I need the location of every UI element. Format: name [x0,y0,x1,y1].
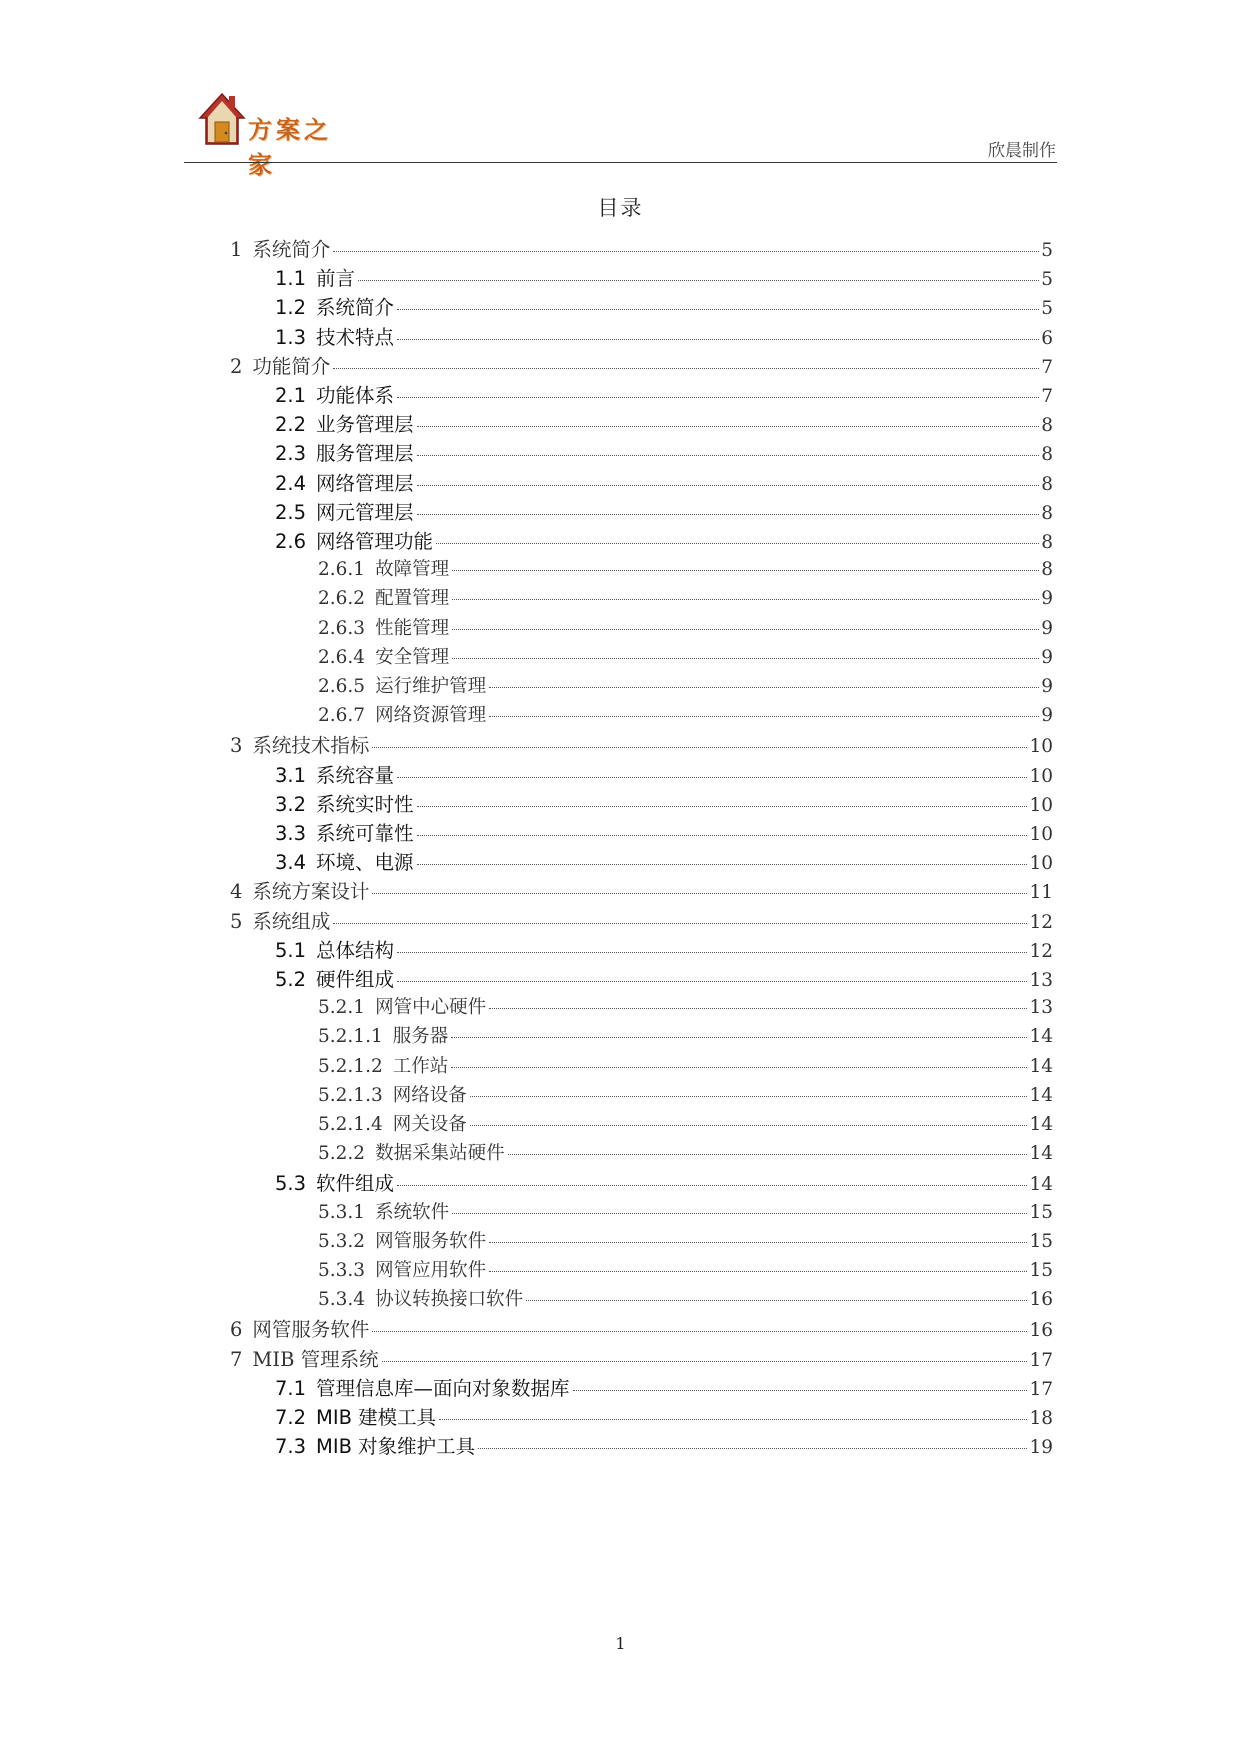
toc-leader-dots [470,1096,1028,1097]
toc-entry-label: 服务器 [392,1026,449,1048]
toc-entry-number: 1.3 [275,325,307,349]
toc-entry-label: 网管服务软件 [252,1318,370,1342]
toc-entry[interactable] [275,263,1053,293]
toc-entry[interactable] [275,818,1053,848]
toc-leader-dots [452,570,1039,571]
toc-entry[interactable] [275,964,1053,994]
toc-leader-dots [397,1185,1027,1186]
toc-entry-page: 15 [1029,1260,1053,1281]
toc-leader-dots [489,1008,1027,1009]
toc-entry[interactable] [318,993,1053,1023]
toc-entry-number: 6 [230,1318,243,1342]
toc-entry-page: 19 [1029,1437,1053,1459]
toc-entry[interactable] [318,1285,1053,1315]
toc-entry-page: 8 [1041,473,1053,495]
toc-entry-page: 14 [1029,1055,1053,1077]
toc-entry[interactable] [318,1256,1053,1286]
toc-entry-number: 5.2 [275,968,307,991]
toc-entry-number: 3.1 [275,763,307,787]
toc-entry-label: 管理信息库—面向对象数据库 [316,1376,570,1400]
toc-leader-dots [382,1361,1028,1362]
toc-entry[interactable] [275,380,1053,410]
toc-entry-page: 9 [1041,588,1053,610]
toc-entry[interactable] [275,468,1053,498]
toc-entry[interactable] [230,351,1053,381]
toc-leader-dots [397,952,1027,953]
toc-entry-label: 安全管理 [375,646,450,668]
toc-entry-label: 数据采集站硬件 [375,1143,505,1165]
header-author: 欣晨制作 [988,141,1056,161]
toc-entry-page: 5 [1041,240,1053,261]
toc-entry-number: 2.1 [275,384,307,407]
toc-leader-dots [397,397,1039,398]
toc-entry-page: 7 [1041,356,1053,378]
toc-entry[interactable] [275,497,1053,527]
toc-entry-label: 系统方案设计 [252,880,370,904]
toc-entry-label: 前言 [316,267,356,291]
toc-entry-page: 12 [1029,940,1053,962]
toc-entry[interactable] [230,1314,1053,1344]
toc-leader-dots [372,1331,1027,1332]
toc-entry-label: 网络设备 [392,1084,467,1106]
toc-entry-number: 2.6.5 [318,676,366,697]
toc-entry-page: 8 [1041,532,1053,553]
toc-entry-number: 2.6.7 [318,705,366,727]
toc-entry[interactable] [318,1139,1053,1169]
toc-entry-page: 14 [1029,1114,1053,1135]
toc-entry[interactable] [318,1227,1053,1257]
toc-leader-dots [470,1125,1028,1126]
toc-entry[interactable] [275,292,1053,322]
toc-leader-dots [333,251,1039,252]
toc-entry-label: 运行维护管理 [375,676,487,697]
toc-entry-label: 故障管理 [375,559,450,581]
toc-entry[interactable] [230,234,1053,264]
toc-leader-dots [439,1419,1027,1420]
toc-entry-page: 11 [1029,882,1053,904]
toc-entry-number: 3.3 [275,822,307,845]
toc-leader-dots [417,835,1028,836]
toc-entry[interactable] [275,760,1053,790]
toc-entry-page: 13 [1029,970,1053,991]
toc-entry-label: 网络管理层 [316,471,414,495]
toc-entry-page: 5 [1041,269,1053,291]
toc-entry-label: 系统软件 [375,1201,450,1223]
toc-entry-label: 网管服务软件 [375,1230,487,1252]
toc-entry-label: 系统组成 [252,909,331,933]
toc-entry-label: 网管应用软件 [375,1260,487,1281]
toc-entry-label: 系统容量 [316,763,395,787]
toc-entry-label: 功能简介 [252,354,331,378]
header-divider [184,162,1057,163]
toc-entry-number: 5.2.1 [318,997,366,1019]
toc-entry[interactable] [275,526,1053,556]
toc-leader-dots [451,1037,1027,1038]
toc-entry-number: 5.2.1.3 [318,1084,383,1106]
toc-entry-number: 3.4 [275,851,307,875]
toc-entry-number: 7.1 [275,1376,307,1400]
toc-entry[interactable] [318,555,1053,585]
toc-entry[interactable] [318,1110,1053,1140]
toc-entry-number: 5.1 [275,938,307,962]
toc-entry[interactable] [318,672,1053,702]
toc-entry-number: 5.2.2 [318,1143,366,1165]
toc-entry-number: 3.2 [275,792,307,816]
toc-entry[interactable] [275,789,1053,819]
toc-entry-number: 5.3.4 [318,1289,366,1311]
toc-leader-dots [417,485,1040,486]
toc-entry-number: 2.6.2 [318,588,366,610]
toc-entry[interactable] [230,876,1053,906]
toc-entry-label: 网关设备 [392,1114,467,1135]
toc-entry[interactable] [318,1052,1053,1082]
toc-leader-dots [489,687,1039,688]
toc-leader-dots [452,599,1039,600]
toc-entry-number: 7.3 [275,1435,307,1459]
toc-entry-number: 2.6.4 [318,646,366,668]
toc-entry-page: 13 [1029,997,1053,1019]
toc-leader-dots [489,716,1039,717]
toc-entry-label: 业务管理层 [316,413,414,437]
toc-leader-dots [333,368,1039,369]
toc-leader-dots [417,455,1040,456]
toc-leader-dots [417,864,1028,865]
toc-leader-dots [417,514,1040,515]
toc-entry-page: 7 [1041,386,1053,407]
toc-entry-page: 9 [1041,617,1053,639]
toc-entry-number: 2.6.1 [318,559,366,581]
toc-entry-number: 5 [230,909,243,933]
toc-entry[interactable] [275,409,1053,439]
toc-entry-label: 网络管理功能 [316,530,434,553]
toc-entry-number: 2.4 [275,471,307,495]
toc-entry-number: 1 [230,238,243,261]
toc-entry-number: 5.3.1 [318,1201,366,1223]
toc-entry-number: 7.2 [275,1406,307,1429]
toc-entry-page: 10 [1029,853,1053,875]
toc-entry-number: 2.6 [275,530,307,553]
toc-entry-label: 系统可靠性 [316,822,414,845]
toc-entry-number: 5.3.3 [318,1260,366,1281]
toc-entry-page: 8 [1041,559,1053,581]
toc-entry-number: 1.2 [275,296,307,320]
toc-entry-page: 10 [1029,736,1053,758]
toc-entry-label: 配置管理 [375,588,450,610]
toc-entry-label: 软件组成 [316,1172,395,1196]
toc-leader-dots [333,923,1027,924]
toc-entry-label: MIB 对象维护工具 [316,1435,476,1459]
toc-entry[interactable] [318,1198,1053,1228]
toc-leader-dots [417,426,1040,427]
toc-entry-page: 18 [1029,1408,1053,1429]
toc-leader-dots [358,280,1039,281]
toc-entry-page: 9 [1041,646,1053,668]
toc-entry-page: 17 [1029,1378,1053,1400]
toc-entry-label: MIB 建模工具 [316,1406,437,1429]
toc-entry[interactable] [275,1373,1053,1403]
toc-entry-page: 17 [1029,1349,1053,1371]
toc-entry[interactable] [275,847,1053,877]
toc-entry-number: 5.2.1.1 [318,1026,383,1048]
toc-leader-dots [372,893,1027,894]
toc-entry-number: 2.6.3 [318,617,366,639]
toc-entry[interactable] [318,584,1053,614]
toc-leader-dots [372,747,1027,748]
toc-leader-dots [526,1300,1027,1301]
toc-leader-dots [489,1242,1027,1243]
toc-entry-number: 5.2.1.4 [318,1114,383,1135]
house-icon [198,92,246,146]
toc-entry[interactable] [318,1081,1053,1111]
toc-entry-page: 8 [1041,415,1053,437]
toc-entry-page: 8 [1041,444,1053,466]
toc-leader-dots [451,1067,1027,1068]
toc-entry-number: 5.3 [275,1172,307,1196]
toc-entry[interactable] [275,322,1053,352]
toc-entry-page: 10 [1029,794,1053,816]
toc-entry-label: 网管中心硬件 [375,997,487,1019]
toc-entry-page: 14 [1029,1174,1053,1196]
toc-entry-number: 2.5 [275,500,307,524]
toc-entry-label: 系统简介 [252,238,331,261]
toc-entry[interactable] [275,1168,1053,1198]
toc-leader-dots [508,1154,1028,1155]
toc-entry-label: 网络资源管理 [375,705,487,727]
toc-entry-label: 服务管理层 [316,442,414,466]
toc-entry[interactable] [275,935,1053,965]
toc-entry-page: 12 [1029,911,1053,933]
toc-leader-dots [489,1271,1027,1272]
toc-entry-label: 系统简介 [316,296,395,320]
toc-entry-page: 6 [1041,327,1053,349]
toc-entry[interactable] [275,438,1053,468]
toc-entry-label: 系统实时性 [316,792,414,816]
toc-entry-label: 技术特点 [316,325,395,349]
toc-entry-label: MIB 管理系统 [252,1347,379,1371]
toc-leader-dots [452,629,1039,630]
toc-entry-number: 7 [230,1347,243,1371]
toc-entry-label: 总体结构 [316,938,395,962]
toc-entry[interactable] [230,730,1053,760]
toc-entry[interactable] [318,643,1053,673]
toc-entry-label: 系统技术指标 [252,734,370,758]
toc-entry-page: 9 [1041,705,1053,727]
toc-entry[interactable] [318,614,1053,644]
toc-leader-dots [452,658,1039,659]
toc-entry-page: 14 [1029,1143,1053,1165]
toc-leader-dots [573,1390,1028,1391]
toc-entry-label: 工作站 [392,1055,449,1077]
toc-leader-dots [397,339,1039,340]
toc-entry-page: 16 [1029,1320,1053,1342]
toc-leader-dots [478,1448,1027,1449]
toc-entry-number: 5.2.1.2 [318,1055,383,1077]
toc-leader-dots [436,543,1039,544]
toc-entry-page: 15 [1029,1201,1053,1223]
logo [198,92,358,179]
toc-entry-number: 2.2 [275,413,307,437]
toc-title: 目录 [597,196,644,220]
toc-entry-page: 14 [1029,1084,1053,1106]
toc-leader-dots [397,309,1039,310]
toc-leader-dots [452,1213,1027,1214]
toc-entry-label: 协议转换接口软件 [375,1289,524,1311]
toc-entry-page: 5 [1041,298,1053,320]
toc-leader-dots [417,806,1028,807]
toc-entry-number: 3 [230,734,243,758]
toc-entry-label: 硬件组成 [316,968,395,991]
toc-entry[interactable] [230,906,1053,936]
toc-entry-number: 4 [230,880,243,904]
toc-entry-label: 网元管理层 [316,500,414,524]
toc-entry-page: 15 [1029,1230,1053,1252]
toc-entry-label: 性能管理 [375,617,450,639]
toc-entry-label: 功能体系 [316,384,395,407]
toc-entry[interactable] [318,1022,1053,1052]
toc-entry-number: 2 [230,354,243,378]
toc-entry[interactable] [230,1344,1053,1374]
toc-leader-dots [397,981,1027,982]
toc-entry[interactable] [275,1431,1053,1461]
toc-entry-number: 2.3 [275,442,307,466]
toc-entry-page: 8 [1041,502,1053,524]
logo-text: 方案之家 [248,115,332,179]
toc-entry-page: 9 [1041,676,1053,697]
toc-leader-dots [397,777,1027,778]
toc-entry-page: 10 [1029,765,1053,787]
toc-entry-number: 1.1 [275,267,307,291]
toc-entry-page: 10 [1029,824,1053,845]
toc-entry[interactable] [318,701,1053,731]
toc-entry-number: 5.3.2 [318,1230,366,1252]
toc-entry-page: 14 [1029,1026,1053,1048]
page-number: 1 [615,1634,626,1653]
toc-entry[interactable] [275,1402,1053,1432]
toc-entry-label: 环境、电源 [316,851,414,875]
toc-entry-page: 16 [1029,1289,1053,1311]
